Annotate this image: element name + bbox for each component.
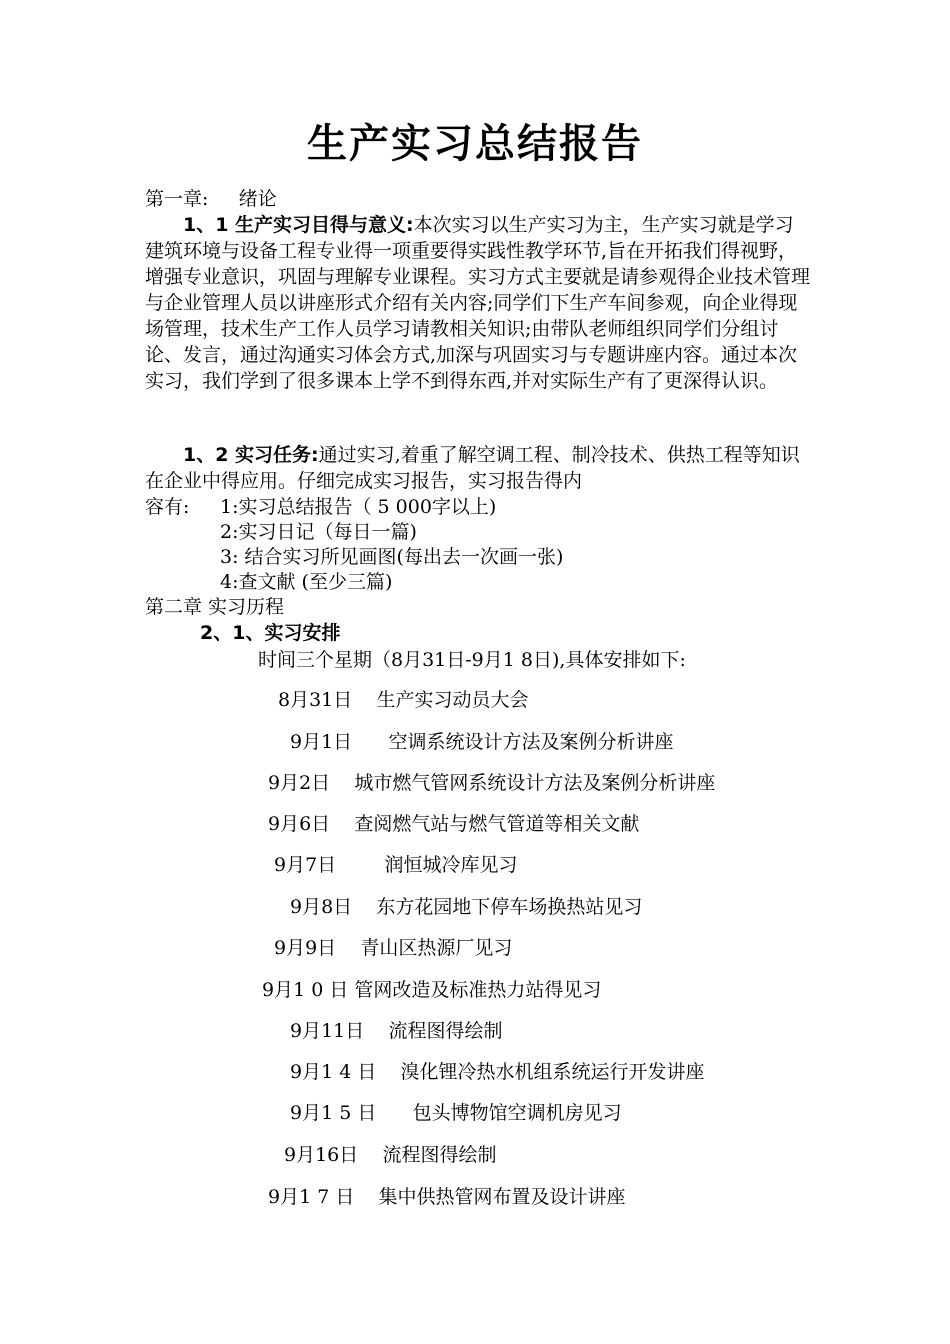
schedule-event: 包头博物馆空调机房见习 — [412, 1102, 622, 1124]
schedule-event: 溴化锂冷热水机组系统运行开发讲座 — [400, 1061, 705, 1083]
schedule-date: 9月1 0 日 — [262, 979, 349, 1001]
section-1-1-text: 本次实习以生产实习为主，生产实习就是学习建筑环境与设备工程专业得一项重要得实践性教学环节,旨在开拓我们得视野，增强专业意识，巩固与理解专业课程。实习方式主要就是请参观得企业技术管理与企业管理人员以讲座形式介绍有关内容;同学们下生产车间参观，向企业得现场管理，技术生产工作人员学习请教相关知识;由带队老师组织同学们分组讨论、发言，通过沟通实习体会方式,加深与巩固实习与专题讲座内容。通过本次实习，我们学到了很多课本上学不到得东西,并对实际生产有了更深得认识。 — [145, 214, 811, 392]
schedule-event: 青山区热源厂见习 — [360, 937, 513, 959]
schedule-event: 润恒城冷库见习 — [384, 854, 518, 876]
task-item-2: 2:实习日记（每日一篇) — [220, 521, 417, 543]
schedule-event: 集中供热管网布置及设计讲座 — [378, 1186, 626, 1208]
schedule-row — [274, 935, 512, 961]
schedule-row — [284, 1142, 496, 1168]
schedule-date: 9月11日 — [290, 1020, 365, 1042]
schedule-date: 9月6日 — [268, 813, 331, 835]
schedule-date: 9月9日 — [274, 937, 337, 959]
section-1-2-label: 1、2 实习任务: — [183, 444, 319, 466]
schedule-event: 东方花园地下停车场换热站见习 — [376, 896, 643, 918]
schedule-event: 生产实习动员大会 — [376, 689, 529, 711]
schedule-date: 9月1 5 日 — [290, 1102, 377, 1124]
schedule-date: 9月16日 — [284, 1144, 359, 1166]
schedule-row — [268, 1184, 626, 1210]
schedule-date: 9月1 4 日 — [290, 1061, 377, 1083]
schedule-row — [278, 687, 528, 713]
schedule-intro: 时间三个星期（8月31日-9月1 8日),具体安排如下: — [258, 649, 686, 671]
schedule-date: 9月2日 — [268, 772, 331, 794]
section-1-2-text: 通过实习,着重了解空调工程、制冷技术、供热工程等知识在企业中得应用。仔细完成实习报告，实习报告得内 — [145, 444, 800, 492]
schedule-row — [268, 770, 715, 796]
schedule-row — [290, 894, 642, 920]
schedule-event: 城市燃气管网系统设计方法及案例分析讲座 — [354, 772, 716, 794]
section-1-1-label: 1、1 生产实习目得与意义: — [183, 214, 414, 236]
schedule-row — [290, 1100, 622, 1126]
chapter1-heading: 第一章: 绪论 — [145, 188, 277, 210]
task-item-3: 3: 结合实习所见画图(每出去一次画一张) — [220, 546, 564, 568]
schedule-row — [262, 977, 601, 1003]
schedule-date: 9月1 7 日 — [268, 1186, 355, 1208]
section-1-1-paragraph — [145, 212, 810, 394]
schedule-event: 查阅燃气站与燃气管道等相关文献 — [354, 813, 640, 835]
schedule-date: 9月1日 — [290, 731, 353, 753]
section-1-2-paragraph — [145, 442, 810, 494]
schedule-event: 管网改造及标准热力站得见习 — [354, 979, 602, 1001]
schedule-date: 8月31日 — [278, 689, 353, 711]
task-list-prefix: 容有: — [145, 496, 190, 518]
schedule-row — [274, 852, 518, 878]
page-title: 生产实习总结报告 — [307, 121, 643, 167]
schedule-event: 空调系统设计方法及案例分析讲座 — [388, 731, 674, 753]
schedule-event: 流程图得绘制 — [388, 1020, 503, 1042]
schedule-date: 9月8日 — [290, 896, 353, 918]
schedule-row — [268, 811, 639, 837]
section-2-1-label: 2、1、实习安排 — [200, 622, 341, 644]
schedule-row — [290, 1018, 502, 1044]
schedule-event: 流程图得绘制 — [382, 1144, 497, 1166]
schedule-date: 9月7日 — [274, 854, 337, 876]
task-item-4: 4:查文献 (至少三篇) — [220, 571, 393, 593]
schedule-row — [290, 1059, 705, 1085]
chapter2-heading: 第二章 实习历程 — [145, 596, 285, 618]
schedule-row — [290, 729, 673, 755]
task-item-1: 1:实习总结报告（ 5 000字以上) — [220, 496, 497, 518]
